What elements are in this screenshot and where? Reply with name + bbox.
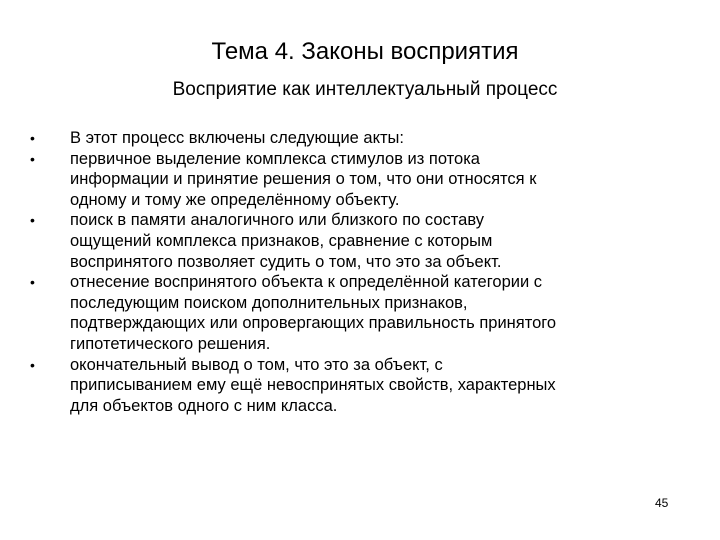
bullet-item: [30, 149, 670, 211]
bullet-text-line: последующим поиском дополнительных признаков,: [70, 293, 468, 312]
bullet-text-line: гипотетического решения.: [70, 334, 271, 353]
page-number: 45: [655, 496, 669, 510]
bullet-text-line: отнесение воспринятого объекта к определённой категории с: [70, 273, 543, 292]
bullet-text-line: приписыванием ему ещё невоспринятых свойств, характерных: [70, 376, 556, 395]
bullet-list: [30, 128, 670, 416]
bullet-text-line: окончательный вывод о том, что это за объект, с: [70, 355, 443, 374]
bullet-text-line: информации и принятие решения о том, что они относятся к: [70, 170, 537, 189]
bullet-dot-icon: •: [30, 130, 35, 146]
bullet-dot-icon: •: [30, 356, 35, 373]
slide-title: Тема 4. Законы восприятия: [211, 38, 519, 65]
bullet-dot-icon: •: [30, 212, 35, 229]
bullet-text-line: поиск в памяти аналогичного или близкого по составу: [70, 211, 484, 230]
bullet-text-line: ощущений комплекса признаков, сравнение с которым: [70, 231, 493, 250]
bullet-dot-icon: •: [30, 274, 35, 291]
bullet-text-line: воспринятого позволяет судить о том, что это за объект.: [70, 252, 502, 271]
bullet-item: [30, 210, 670, 272]
bullet-text-line: подтверждающих или опровергающих правильность принятого: [70, 314, 557, 333]
bullet-text-line: для объектов одного с ним класса.: [70, 396, 338, 415]
bullet-dot-icon: •: [30, 150, 35, 167]
slide-subtitle: Восприятие как интеллектуальный процесс: [172, 79, 558, 100]
bullet-item: [30, 128, 670, 149]
bullet-text-line: одному и тому же определённому объекту.: [70, 190, 400, 209]
bullet-item: [30, 272, 670, 354]
bullet-text-line: В этот процесс включены следующие акты:: [70, 129, 405, 147]
bullet-text-line: первичное выделение комплекса стимулов из потока: [70, 149, 480, 168]
bullet-item: [30, 355, 670, 417]
